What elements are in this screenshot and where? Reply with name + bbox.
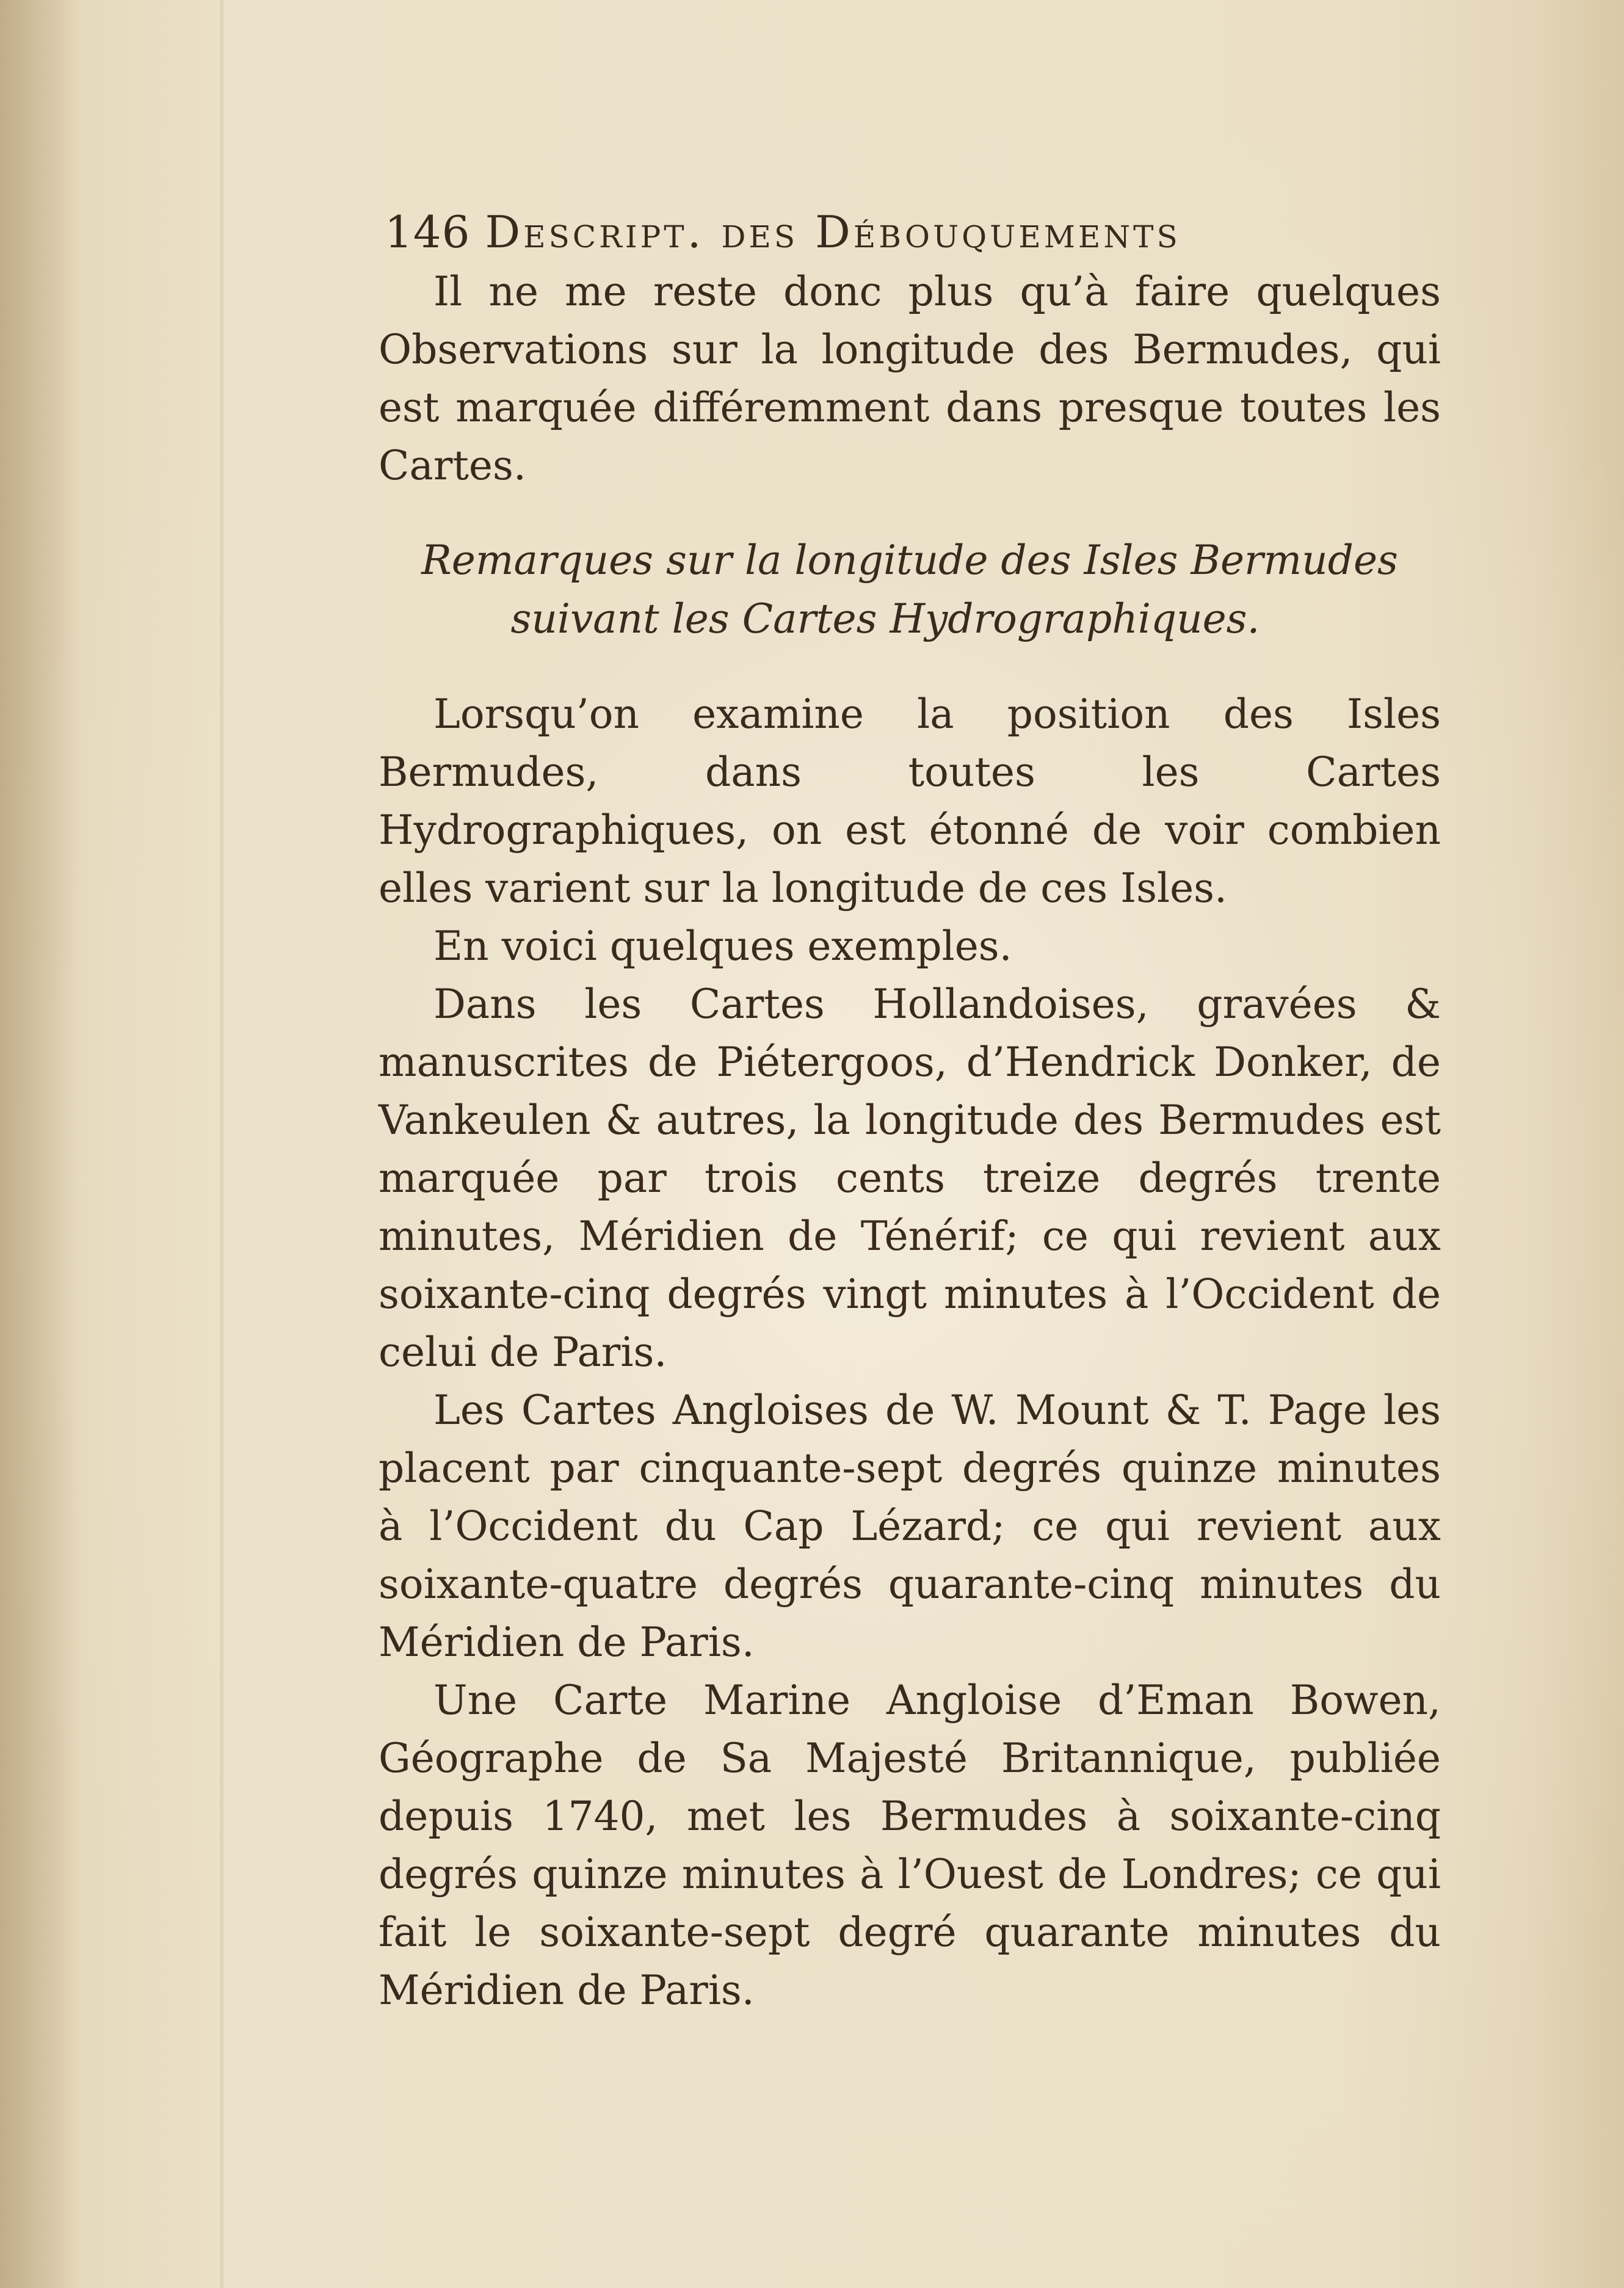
paragraph-1: Lorsqu’on examine la position des Isles Bermudes, dans toutes les Cartes Hydrographiques, on est étonné de voir combien elles varient sur la longitude de ces Isles. xyxy=(379,691,1441,912)
paragraph-5: Une Carte Marine Angloise d’Eman Bowen, Géographe de Sa Majesté Britannique, publiée depuis 1740, met les Bermudes à soixante-cinq degrés quinze minutes à l’Ouest de Londres; ce qui fait le soixante-sept degré quarante minutes du Méridien de Paris. xyxy=(379,1677,1441,2014)
paragraph-4: Les Cartes Angloises de W. Mount & T. Page les placent par cinquante-sept degrés quinze minutes à l’Occident du Cap Lézard; ce qui revient aux soixante-quatre degrés quarante-cinq minutes du Méridien de Paris. xyxy=(379,1387,1441,1666)
running-title: Descript. des Débouquements xyxy=(485,206,1181,258)
page-number: 146 xyxy=(385,206,471,258)
paragraph-2: En voici quelques exemples. xyxy=(433,923,1012,970)
running-head xyxy=(385,202,1441,263)
page-edge-shadow xyxy=(0,0,79,2288)
intro-paragraph: Il ne me reste donc plus qu’à faire quelques Observations sur la longitude des Bermudes, qui est marquée différemment dans presque toutes les Cartes. xyxy=(379,268,1441,489)
page-text-block xyxy=(379,202,1441,2019)
section-heading-line-2: suivant les Cartes Hydrographiques. xyxy=(510,595,1260,642)
section-heading xyxy=(379,531,1441,648)
page-fold-line xyxy=(220,0,223,2288)
paragraph-3: Dans les Cartes Hollandoises, gravées & manuscrites de Piétergoos, d’Hendrick Donker, de Vankeulen & autres, la longitude des Bermudes est marquée par trois cents treize degrés trente minutes, Méridien de Ténérif; ce qui revient aux soixante-cinq degrés vingt minutes à l’Occident de celui de Paris. xyxy=(379,981,1441,1376)
section-heading-line-1: Remarques sur la longitude des Isles Bermudes xyxy=(421,537,1398,584)
